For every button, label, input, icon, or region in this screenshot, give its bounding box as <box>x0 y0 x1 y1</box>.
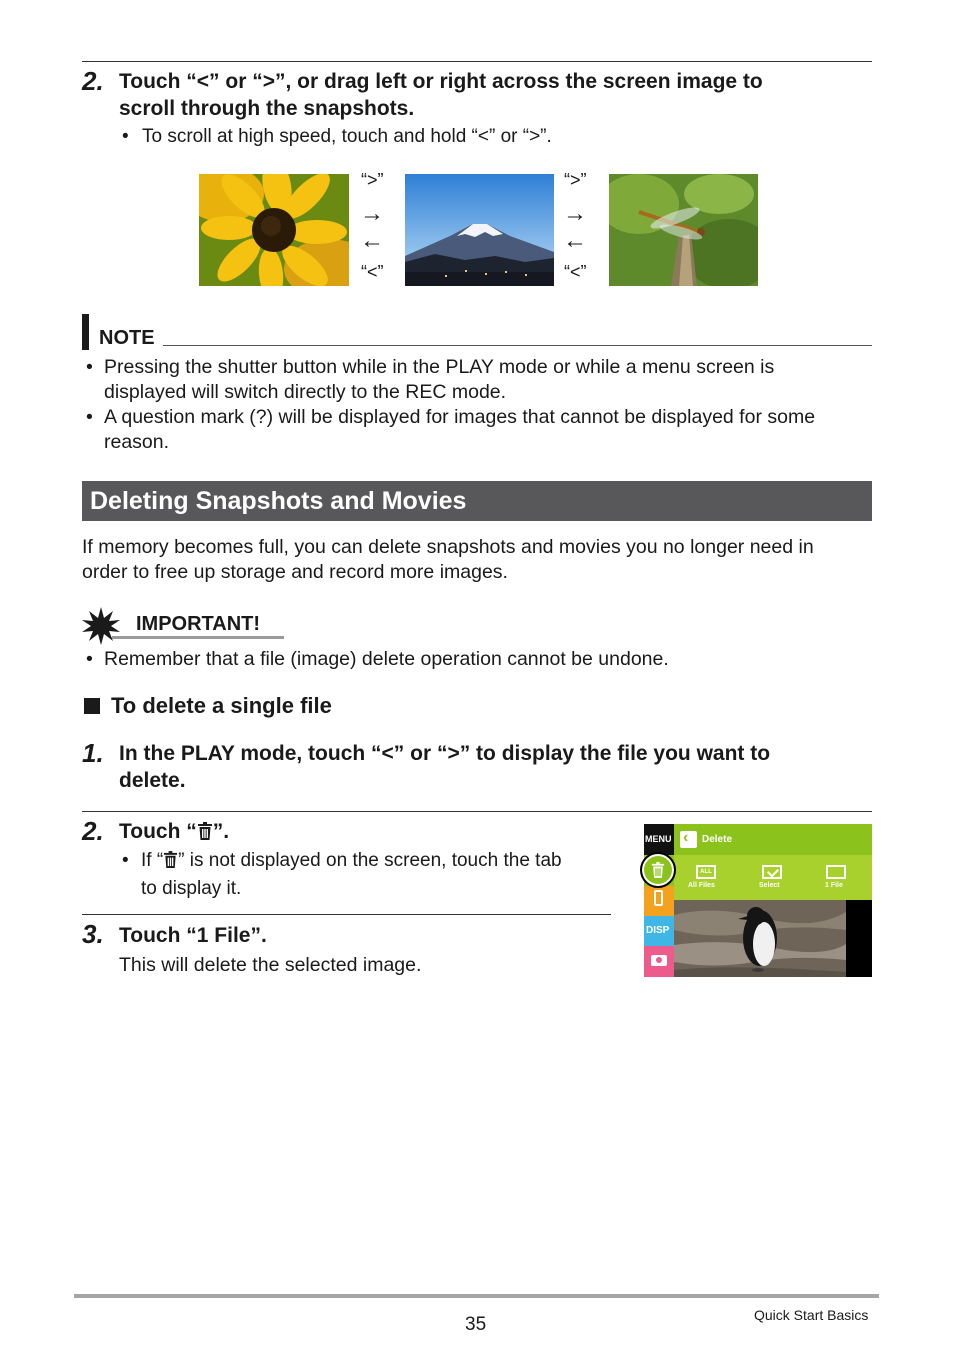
option-1-file[interactable] <box>816 863 860 897</box>
important-item-text: Remember that a file (image) delete operation cannot be undone. <box>104 648 669 670</box>
prev-label-2: “<” <box>564 262 587 282</box>
important-burst-icon <box>82 607 120 645</box>
bullet-line: to display it. <box>141 878 242 899</box>
step-number: 2. <box>82 66 104 96</box>
option-label: 1 File <box>825 882 843 889</box>
delete-options-bar <box>674 855 872 900</box>
dragonfly-photo <box>609 174 758 286</box>
trash-icon <box>651 861 665 884</box>
intro-line: If memory becomes full, you can delete snapshots and movies you no longer need in <box>82 536 814 558</box>
all-files-icon: ALL <box>696 865 716 879</box>
next-label-2: “>” <box>564 170 587 190</box>
left-arrow-icon: ← <box>563 227 587 254</box>
step-number: 2. <box>82 816 104 846</box>
print-tab[interactable] <box>644 886 674 916</box>
important-heading: IMPORTANT! <box>136 613 261 635</box>
camera-screen <box>644 824 872 977</box>
note-item-text <box>104 355 774 405</box>
section-name: Quick Start Basics <box>754 1307 869 1323</box>
step-text-line2: delete. <box>119 769 186 792</box>
note-item-line: A question mark (?) will be displayed for images that cannot be displayed for some <box>104 406 816 428</box>
bullet-dot: • <box>86 648 93 670</box>
penguin-image <box>674 900 846 977</box>
disp-tab[interactable] <box>644 916 674 946</box>
step-text-line1: In the PLAY mode, touch “<” or “>” to display the file you want to <box>119 742 771 765</box>
camera-icon <box>651 955 667 966</box>
footer-rule <box>74 1294 879 1298</box>
step-text <box>119 818 229 848</box>
note-rule <box>163 345 872 346</box>
camera-tab[interactable] <box>644 946 674 977</box>
step-divider <box>82 914 611 915</box>
mountain-photo <box>405 174 554 286</box>
note-item <box>86 405 876 455</box>
step-text-line2: scroll through the snapshots. <box>119 97 415 120</box>
note-item-line: reason. <box>104 431 170 453</box>
menu-tab-label: MENU <box>645 834 672 844</box>
bullet-line <box>141 848 562 876</box>
note-bar-icon <box>82 314 89 350</box>
bullet-text: To scroll at high speed, touch and hold “<” or “>”. <box>142 126 552 147</box>
note-item <box>86 355 876 405</box>
left-arrow-icon: ← <box>360 227 384 254</box>
back-button[interactable] <box>680 831 697 848</box>
disp-tab-label: DISP <box>646 925 670 936</box>
header-title: Delete <box>702 834 733 845</box>
bullet-dot: • <box>86 356 93 378</box>
bullet-dot: • <box>122 850 129 871</box>
bullet-text-part: ” is not displayed on the screen, touch the tab <box>178 850 562 871</box>
step-bullet <box>122 848 622 898</box>
bullet-dot: • <box>122 126 129 147</box>
select-check-icon <box>762 865 782 879</box>
bullet-text <box>141 848 562 901</box>
chevron-left-icon: ‹ <box>683 829 689 846</box>
important-underline <box>112 636 284 639</box>
bullet-dot: • <box>86 406 93 428</box>
page-number: 35 <box>465 1314 487 1335</box>
option-label: All Files <box>688 882 715 889</box>
bullet-text-part: If “ <box>141 850 164 871</box>
step-number: 3. <box>82 919 104 949</box>
note-heading: NOTE <box>99 327 155 349</box>
single-file-icon <box>826 865 846 879</box>
note-item-line: Pressing the shutter button while in the PLAY mode or while a menu screen is <box>104 356 775 378</box>
section-heading-bar <box>82 481 872 521</box>
step-number: 1. <box>82 738 104 768</box>
trash-icon <box>163 850 178 876</box>
option-all-files[interactable] <box>686 863 730 897</box>
trash-icon <box>197 821 213 848</box>
square-bullet-icon <box>84 698 100 714</box>
section-intro <box>82 535 882 585</box>
note-item-text <box>104 405 815 455</box>
step-body: This will delete the selected image. <box>119 954 422 976</box>
step-divider <box>82 811 872 812</box>
prev-label-1: “<” <box>361 262 384 282</box>
intro-line: order to free up storage and record more images. <box>82 561 508 583</box>
step-text <box>119 740 879 794</box>
trash-tab-highlight[interactable] <box>640 852 676 888</box>
phone-icon <box>654 890 663 906</box>
menu-tab[interactable] <box>644 824 674 855</box>
step-text <box>119 68 879 122</box>
delete-header <box>674 824 872 855</box>
option-select[interactable] <box>752 863 796 897</box>
subsection-title: To delete a single file <box>111 693 332 718</box>
note-item-line: displayed will switch directly to the REC mode. <box>104 381 507 403</box>
top-rule <box>82 61 872 62</box>
sunflower-photo <box>199 174 349 286</box>
step-text-line1: Touch “<” or “>”, or drag left or right across the screen image to <box>119 70 763 93</box>
step-text-part: ”. <box>212 820 230 843</box>
right-arrow-icon: → <box>563 200 587 227</box>
step-text-part: Touch “ <box>119 820 197 843</box>
option-label: Select <box>759 882 780 889</box>
section-title: Deleting Snapshots and Movies <box>90 487 467 515</box>
step-text: Touch “1 File”. <box>119 924 267 947</box>
next-label-1: “>” <box>361 170 384 190</box>
right-arrow-icon: → <box>360 200 384 227</box>
